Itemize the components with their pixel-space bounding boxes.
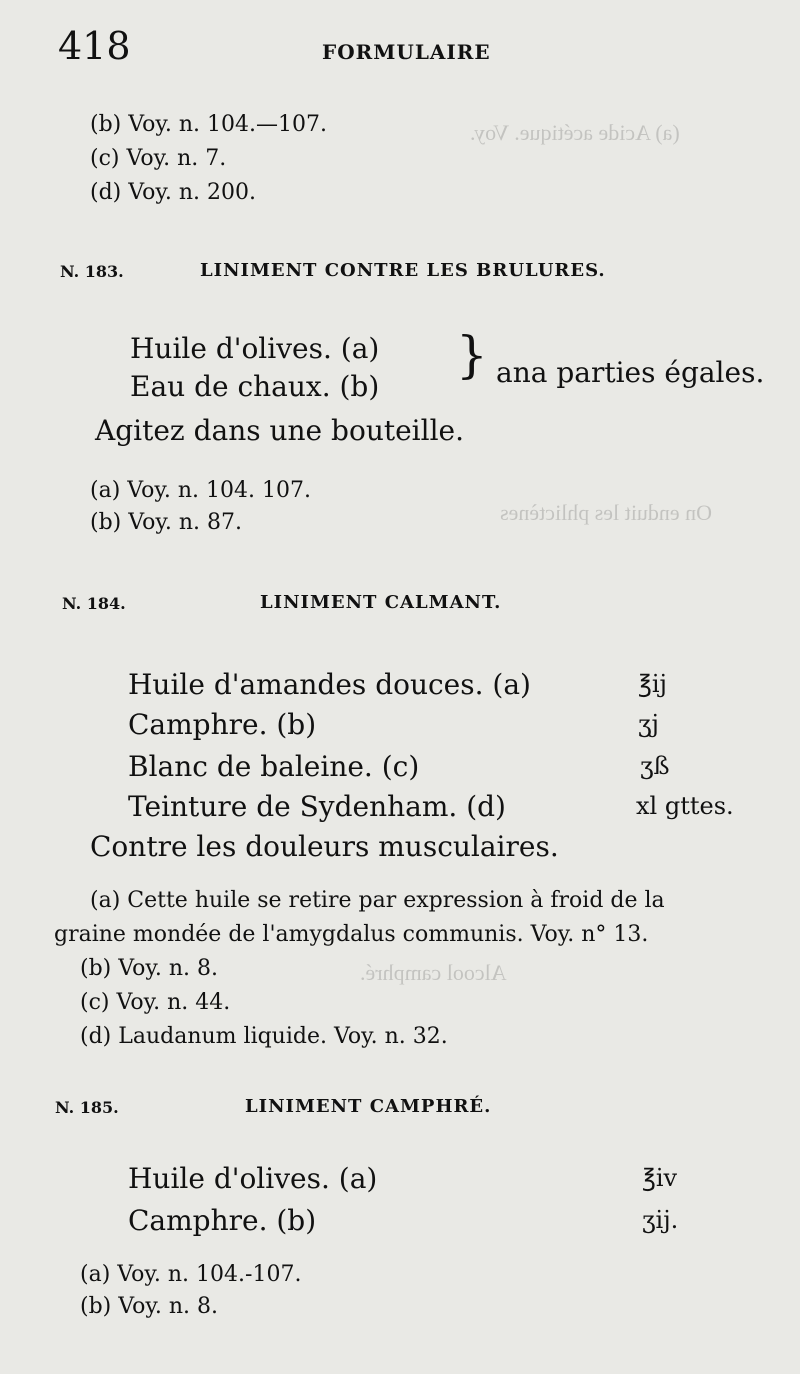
- recipe-title: LINIMENT CAMPHRÉ.: [245, 1096, 492, 1117]
- footnote: (c) Voy. n. 44.: [80, 990, 231, 1015]
- prev-note: (c) Voy. n. 7.: [90, 146, 227, 171]
- brace-label: ana parties égales.: [496, 356, 765, 389]
- ingredient-name: Camphre. (b): [128, 1204, 317, 1237]
- footnote: (b) Voy. n. 87.: [90, 510, 242, 535]
- ingredient-dose: ℥ij: [638, 670, 667, 698]
- footnote: (a) Voy. n. 104. 107.: [90, 478, 311, 503]
- ingredient-name: Eau de chaux. (b): [130, 370, 380, 403]
- running-title: FORMULAIRE: [322, 40, 491, 64]
- recipe-number: N. 184.: [62, 594, 126, 613]
- footnote: (b) Voy. n. 8.: [80, 956, 218, 981]
- ingredient-name: Huile d'olives. (a): [128, 1162, 378, 1195]
- recipe-title: LINIMENT CONTRE LES BRULURES.: [200, 260, 606, 281]
- show-through: On enduit les phlictènes: [500, 500, 713, 525]
- footnote: (a) Voy. n. 104.-107.: [80, 1262, 302, 1287]
- instruction: Agitez dans une bouteille.: [95, 414, 465, 447]
- ingredient-dose: ʒß: [640, 752, 670, 780]
- footnote: (d) Laudanum liquide. Voy. n. 32.: [80, 1024, 448, 1049]
- ingredient-dose: ʒj: [638, 710, 659, 738]
- recipe-number: N. 185.: [55, 1098, 119, 1117]
- footnote: graine mondée de l'amygdalus communis. Voy. n° 13.: [54, 922, 649, 947]
- show-through: Alcool camphré.: [360, 960, 507, 985]
- prev-note: (d) Voy. n. 200.: [90, 180, 256, 205]
- recipe-title: LINIMENT CALMANT.: [260, 592, 502, 613]
- show-through: (a) Acide acétique. Voy.: [470, 120, 680, 145]
- ingredient-dose: ʒij.: [642, 1206, 679, 1234]
- footnote: (b) Voy. n. 8.: [80, 1294, 218, 1319]
- instruction: Contre les douleurs musculaires.: [90, 830, 559, 863]
- recipe-number: N. 183.: [60, 262, 124, 281]
- footnote: (a) Cette huile se retire par expression à froid de la: [90, 888, 665, 913]
- ingredient-dose: ℥iv: [642, 1164, 678, 1192]
- ingredient-name: Teinture de Sydenham. (d): [128, 790, 506, 823]
- ingredient-name: Camphre. (b): [128, 708, 317, 741]
- page-number: 418: [58, 24, 131, 68]
- ingredient-name: Blanc de baleine. (c): [128, 750, 420, 783]
- prev-note: (b) Voy. n. 104.—107.: [90, 112, 327, 137]
- ingredient-name: Huile d'amandes douces. (a): [128, 668, 531, 701]
- ingredient-dose: xl gttes.: [636, 792, 734, 820]
- curly-brace: }: [456, 326, 488, 384]
- ingredient-name: Huile d'olives. (a): [130, 332, 380, 365]
